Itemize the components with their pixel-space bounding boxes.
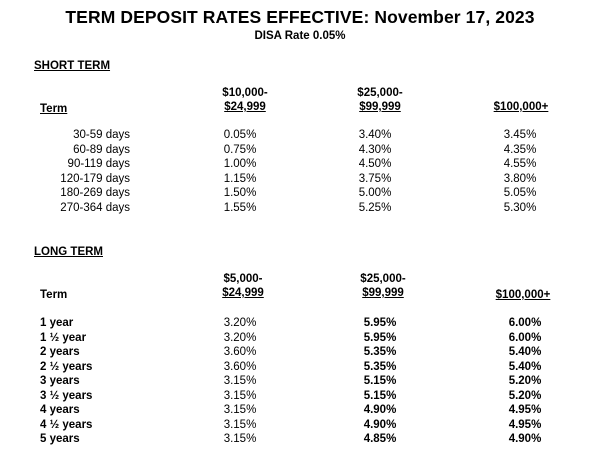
rate-cell: 3.15% [223,404,257,416]
term-cell: 2 years [40,346,80,358]
term-cell: 3 ½ years [40,389,93,402]
rate-cell: 5.05% [503,187,537,199]
short-col-3-header [476,100,566,114]
rate-cell: 4.95% [508,418,542,431]
rate-cell: 3.20% [223,331,257,344]
rate-cell: 5.25% [358,201,392,214]
short-col-1-line2: $24,999 [224,101,266,113]
table-row [0,143,600,158]
long-col-1-header [198,272,288,300]
rate-cell: 1.15% [223,172,257,185]
term-cell: 30-59 days [73,129,130,141]
long-col-2-line2: $99,999 [362,287,404,299]
rate-cell: 4.95% [508,404,542,416]
rate-cell: 5.35% [363,346,397,358]
term-cell: 2 ½ years [40,360,93,373]
long-term-heading: LONG TERM [34,246,103,258]
short-col-3-line2: $100,000+ [493,101,549,113]
term-cell: 180-269 days [60,187,130,199]
rate-cell: 4.30% [358,143,392,156]
rate-cell: 4.90% [363,404,397,416]
table-row [0,186,600,201]
rate-cell: 5.40% [508,346,542,358]
short-col-2-line1: $25,000- [357,87,403,99]
rate-cell: 3.15% [223,418,257,431]
long-col-2-line1: $25,000- [360,273,406,285]
rate-cell: 5.95% [363,317,397,329]
rate-cell: 5.35% [363,360,397,373]
long-term-term-header: Term [40,289,68,301]
rate-cell: 3.15% [223,389,257,402]
rate-cell: 3.80% [503,172,537,185]
table-row [0,432,600,447]
long-col-3-line2: $100,000+ [495,289,551,301]
table-row [0,389,600,404]
rate-cell: 4.55% [503,158,537,170]
rate-cell: 4.90% [508,433,542,445]
rate-cell: 0.05% [223,129,257,141]
short-col-2-line2: $99,999 [359,101,401,113]
table-row [0,345,600,360]
table-row [0,403,600,418]
rate-cell: 5.40% [508,360,542,373]
table-row [0,360,600,375]
term-cell: 5 years [40,433,80,445]
table-row [0,128,600,143]
page-title: TERM DEPOSIT RATES EFFECTIVE: November 17, 2023 [65,7,535,27]
rate-cell: 3.20% [223,317,257,329]
term-cell: 60-89 days [73,143,130,156]
rate-cell: 3.60% [223,346,257,358]
term-cell: 270-364 days [60,201,130,214]
table-row [0,374,600,389]
long-col-3-header [478,288,568,302]
table-row [0,418,600,433]
short-term-heading: SHORT TERM [34,60,111,72]
term-cell: 3 years [40,375,80,387]
table-row [0,157,600,172]
rate-cell: 4.35% [503,143,537,156]
rate-cell: 4.50% [358,158,392,170]
rate-cell: 6.00% [508,317,542,329]
long-col-1-line2: $24,999 [222,287,264,299]
term-cell: 1 ½ year [40,331,87,344]
rate-cell: 3.75% [358,172,392,185]
short-col-1-line1: $10,000- [222,87,268,99]
short-col-2-header [335,86,425,114]
disa-rate: DISA Rate 0.05% [254,30,346,42]
rate-cell: 1.50% [223,187,257,199]
short-term-term-header: Term [40,103,68,115]
rate-cell: 1.00% [223,158,257,170]
long-col-1-line1: $5,000- [223,273,263,285]
rate-cell: 5.20% [508,389,542,402]
rate-cell: 4.85% [363,433,397,445]
term-cell: 4 ½ years [40,418,93,431]
rate-cell: 5.00% [358,187,392,199]
table-row [0,172,600,187]
term-cell: 1 year [40,317,74,329]
table-row [0,331,600,346]
table-row [0,201,600,216]
rate-cell: 3.15% [223,433,257,445]
term-cell: 4 years [40,404,80,416]
long-col-2-header [338,272,428,300]
rate-cell: 3.40% [358,129,392,141]
rate-cell: 5.30% [503,201,537,214]
rate-cell: 6.00% [508,331,542,344]
short-col-1-header [200,86,290,114]
term-cell: 90-119 days [67,158,130,170]
rate-cell: 3.15% [223,375,257,387]
rate-cell: 0.75% [223,143,257,156]
rate-cell: 5.95% [363,331,397,344]
rate-cell: 3.60% [223,360,257,373]
rate-cell: 5.20% [508,375,542,387]
table-row [0,316,600,331]
term-cell: 120-179 days [60,172,130,185]
rate-cell: 3.45% [503,129,537,141]
rate-cell: 5.15% [363,389,397,402]
rate-cell: 1.55% [223,201,257,214]
rate-cell: 5.15% [363,375,397,387]
rate-cell: 4.90% [363,418,397,431]
